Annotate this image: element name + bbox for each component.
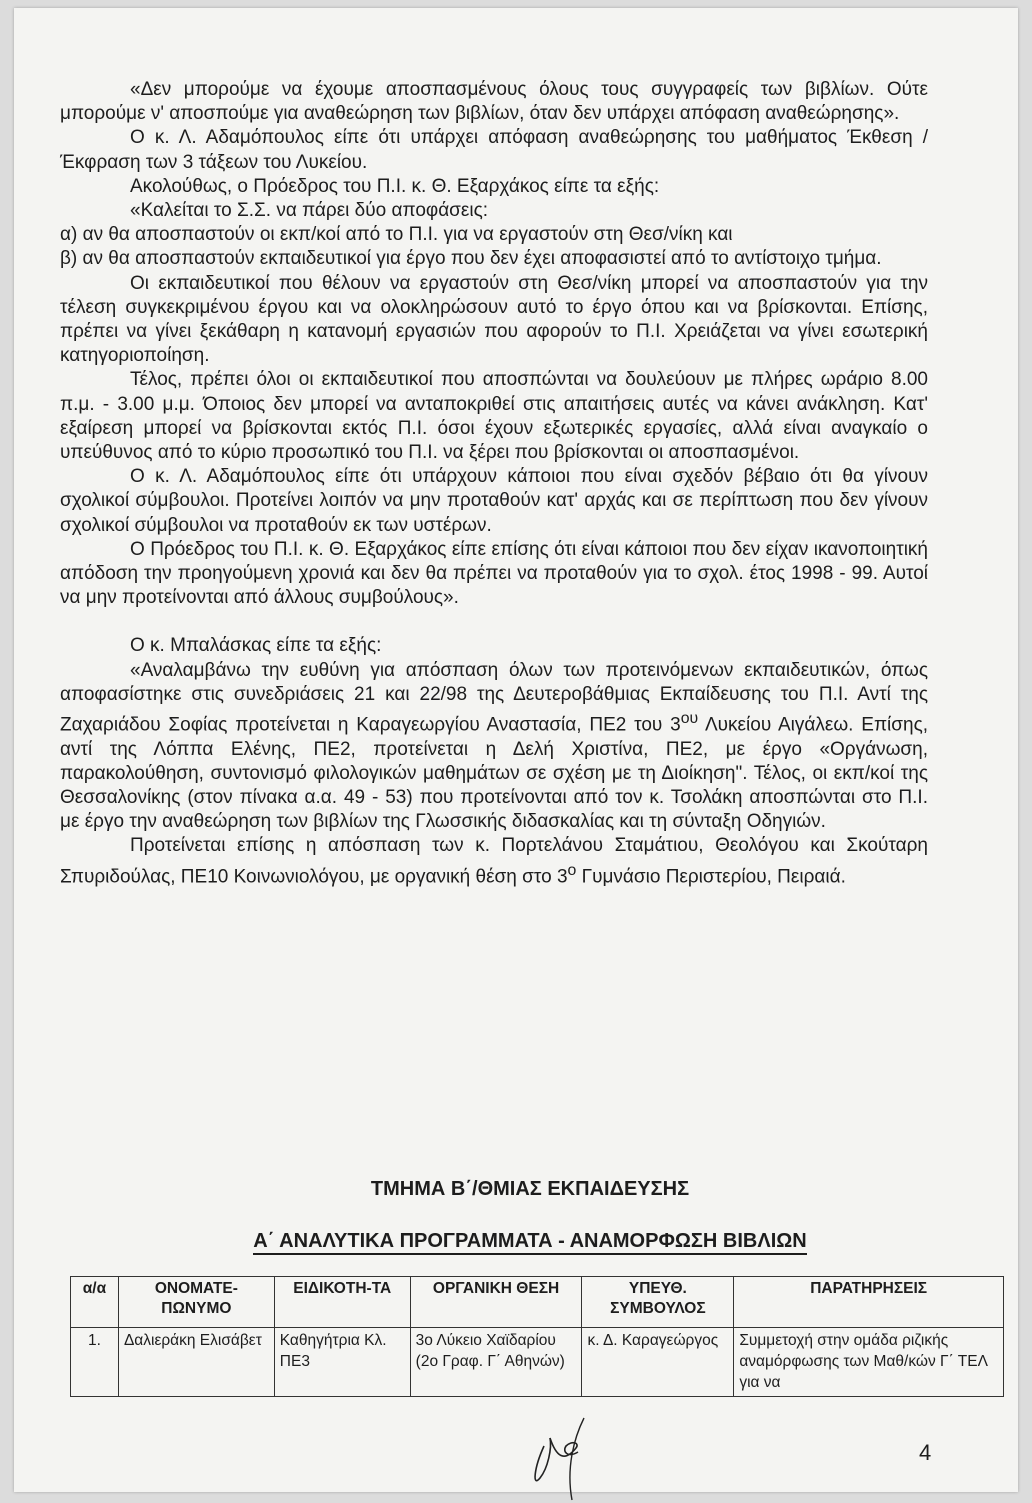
subsection-title-wrap [14,1230,1032,1253]
table-cell: 3ο Λύκειο Χαϊδαρίου (2ο Γραφ. Γ΄ Αθηνών) [410,1328,582,1397]
table-cell: κ. Δ. Καραγεώργος [582,1328,734,1397]
column-header: ΠΑΡΑΤΗΡΗΣΕΙΣ [734,1277,1004,1328]
column-header: ΟΡΓΑΝΙΚΗ ΘΕΣΗ [410,1277,582,1328]
superscript: ο [567,861,577,879]
paragraph: Ακολούθως, ο Πρόεδρος του Π.Ι. κ. Θ. Εξαρχάκος είπε τα εξής: [130,175,660,197]
section-title: ΤΜΗΜΑ Β΄/ΘΜΙΑΣ ΕΚΠΑΙΔΕΥΣΗΣ [370,1178,690,1200]
text-run: Προτείνεται επίσης η απόσπαση των κ. Πορτελάνου Σταμάτιου, Θεολόγου και Σκούταρη Σπυριδούλας, ΠΕ10 Κοινωνιολόγου, με οργανική θέση στο 3 [60,835,928,887]
paragraph: Ο Πρόεδρος του Π.Ι. κ. Θ. Εξαρχάκος είπε επίσης ότι είναι κάποιοι που δεν είχαν ικανοποιητική απόδοση την προηγούμενη χρονιά και δεν θα πρέπει να προταθούν για το σχολ. έτος 1998 - 99. Αυτοί να μην προτείνονται από άλλους συμβούλους». [60,538,928,609]
paragraph: Τέλος, πρέπει όλοι οι εκπαιδευτικοί που αποσπώνται να δουλεύουν με πλήρες ωράριο 8.00 π.μ. - 3.00 μ.μ. Όποιος δεν μπορεί να ανταποκριθεί στις απαιτήσεις αυτές να κάνει ανάκληση. Κατ' εξαίρεση μπορεί να βρίσκονται εκτός Π.Ι. όσοι έχουν εξωτερικές εργασίες, αλλά είναι αναγκαίο ο υπεύθυνος από το κύριο προσωπικό του Π.Ι. να ξέρει που βρίσκονται οι αποσπασμένοι. [60,369,928,464]
paragraph: «Καλείται το Σ.Σ. να πάρει δύο αποφάσεις: [130,200,489,222]
text-run: Λυκείου Αιγάλεω. Επίσης, αντί της Λόππα Ελένης, ΠΕ2, προτείνεται η Δελή Χριστίνα, ΠΕ2, με έργο «Οργάνωση, παρακολούθηση, συντονισμό φιλολογικών μαθημάτων σε σχέση με τη Διοίκηση". Τέλος, οι εκπ/κοί της Θεσσαλονίκης (στον πίνακα α.α. 49 - 53) που προτείνονται από τον κ. Τσολάκη αποσπώνται στο Π.Ι. με έργο την αναθεώρηση των βιβλίων της Γλωσσικής διδασκαλίας και τη σύνταξη Οδηγιών. [60,714,929,833]
column-header: α/α [71,1277,119,1328]
superscript: ου [680,710,699,728]
handwritten-signature [514,1408,614,1503]
column-header: ΕΙΔΙΚΟΤΗ-ΤΑ [274,1277,410,1328]
text-run: «Αναλαμβάνω την ευθύνη για απόσπαση όλων των προτεινόμενων εκπαιδευτικών, όπως αποφασίστηκε στις συνεδριάσεις 21 και 22/98 της Δευτεροβάθμιας Εκπαίδευσης του Π.Ι. Αντί της Ζαχαριάδου Σοφίας προτείνεται η Καραγεωργίου Αναστασία, ΠΕ2 του 3 [60,659,928,736]
table-header-row [71,1277,1004,1328]
table-cell: Καθηγήτρια Κλ. ΠΕ3 [274,1328,410,1397]
table-cell: 1. [71,1328,119,1397]
paragraph: «Δεν μπορούμε να έχουμε αποσπασμένους όλους τους συγγραφείς των βιβλίων. Ούτε μπορούμε ν' αποσπούμε για αναθεώρηση των βιβλίων, όταν δεν υπάρχει απόφαση αναθεώρησης». [60,79,928,125]
table-cell: Δαλιεράκη Ελισάβετ [118,1328,274,1397]
paragraph: Ο κ. Μπαλάσκας είπε τα εξής: [130,635,382,657]
list-item: α) αν θα αποσπαστούν οι εκπ/κοί από το Π.Ι. για να εργαστούν στη Θεσ/νίκη και [60,224,733,246]
column-header: ΟΝΟΜΑΤΕ-ΠΩΝΥΜΟ [118,1277,274,1328]
document-body [60,78,928,889]
page-number: 4 [919,1440,932,1465]
paragraph [60,834,928,889]
paragraph: Ο κ. Λ. Αδαμόπουλος είπε ότι υπάρχει απόφαση αναθεώρησης του μαθήματος Έκθεση / Έκφραση των 3 τάξεων του Λυκείου. [60,127,928,173]
paragraph: Οι εκπαιδευτικοί που θέλουν να εργαστούν στη Θεσ/νίκη μπορεί να αποσπαστούν για την τέλεση συγκεκριμένου έργου και να ολοκληρώσουν αυτό το έργο όπου και να βρίσκονται. Επίσης, πρέπει να γίνει ξεκάθαρη η κατανομή εργασιών που αφορούν το Π.Ι. Χρειάζεται να γίνει εσωτερική κατηγοριοποίηση. [60,272,928,367]
paragraph: Ο κ. Λ. Αδαμόπουλος είπε ότι υπάρχουν κάποιοι που είναι σχεδόν βέβαιο ότι θα γίνουν σχολικοί σύμβουλοι. Προτείνει λοιπόν να μην προταθούν κατ' αρχάς και σε περίπτωση που δεν γίνουν σχολικοί σύμβουλοι να προταθούν εκ των υστέρων. [60,466,928,536]
document-page [14,8,1018,1492]
table-cell: Συμμετοχή στην ομάδα ριζικής αναμόρφωσης των Μαθ/κών Γ΄ ΤΕΛ για να [734,1328,1004,1397]
table-row [71,1328,1004,1397]
text-run: Γυμνάσιο Περιστερίου, Πειραιά. [576,865,846,887]
list-item: β) αν θα αποσπαστούν εκπαιδευτικοί για έργο που δεν έχει αποφασιστεί από το αντίστοιχο τμήμα. [60,248,882,270]
staff-table [70,1276,1004,1397]
subsection-title: Α΄ ΑΝΑΛΥΤΙΚΑ ΠΡΟΓΡΑΜΜΑΤΑ - ΑΝΑΜΟΡΦΩΣΗ ΒΙΒΛΙΩΝ [253,1230,806,1255]
column-header: ΥΠΕΥΘ. ΣΥΜΒΟΥΛΟΣ [582,1277,734,1328]
paragraph [60,659,928,835]
